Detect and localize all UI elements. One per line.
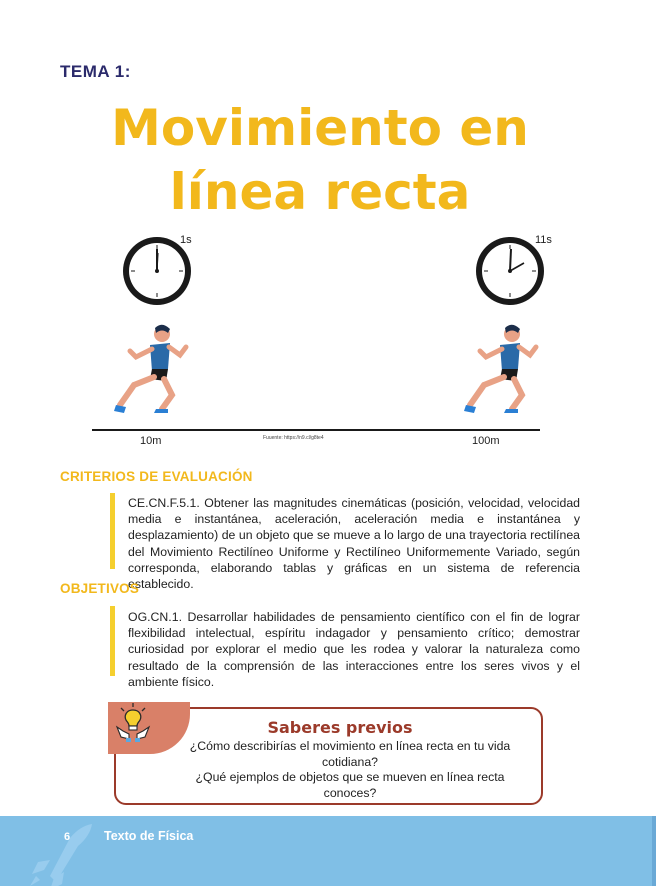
tema-label: TEMA 1: [60,62,131,81]
rocket-watermark-icon [20,820,100,886]
clock-left-icon [123,237,191,305]
title-line-2: línea recta [169,163,471,221]
position-left-label: 10m [140,435,162,447]
runner-right-figure [464,325,536,413]
criterios-heading: CRITERIOS DE EVALUACIÓN [60,469,253,484]
footer-edge [656,816,672,886]
motion-illustration [0,225,672,460]
objetivos-accent-bar [110,606,115,676]
title-line-1: Movimiento en [111,99,529,157]
clock-left-time: 1s [180,234,192,246]
objetivos-text: OG.CN.1. Desarrollar habilidades de pensamiento científico con el fin de lograr flexibilidad intelectual, espíritu indagador y pensamiento crítico; demostrar curiosidad por explorar el medio que les rodea y valorar la naturaleza como resultado de la comprensión de las interacciones entre los seres vivos y el ambiente físico. [128,610,580,689]
saberes-question-2: ¿Qué ejemplos de objetos que se mueven en línea recta conoces? [195,770,505,800]
page-footer [0,816,672,886]
page-title [0,96,640,224]
criterios-accent-bar [110,493,115,569]
criterios-text: CE.CN.F.5.1. Obtener las magnitudes cinemáticas (posición, velocidad, velocidad media e instantánea, aceleración, aceleración media e instantánea y desplazamiento) de un objeto que se mueve a lo largo de una trayectoria rectilínea del Movimiento Rectilíneo Uniforme y Rectilíneo Uniformemente Variado, según corresponda, elaborando tablas y gráficas en un sistema de referencia establecido. [128,496,580,592]
clock-right-time: 11s [535,234,552,246]
page-number: 6 [64,831,71,843]
book-title: Texto de Física [104,829,194,843]
clock-right-icon [476,237,544,305]
saberes-title: Saberes previos [267,718,413,737]
position-right-label: 100m [472,435,500,447]
lightbulb-hands-icon [113,701,153,743]
objetivos-heading: OBJETIVOS [60,581,140,596]
runner-left-figure [114,325,186,413]
image-source: Fuuente: https://n9.cl/g8te4 [263,435,324,441]
saberes-question-1: ¿Cómo describirías el movimiento en línea recta en tu vida cotidiana? [189,739,511,769]
